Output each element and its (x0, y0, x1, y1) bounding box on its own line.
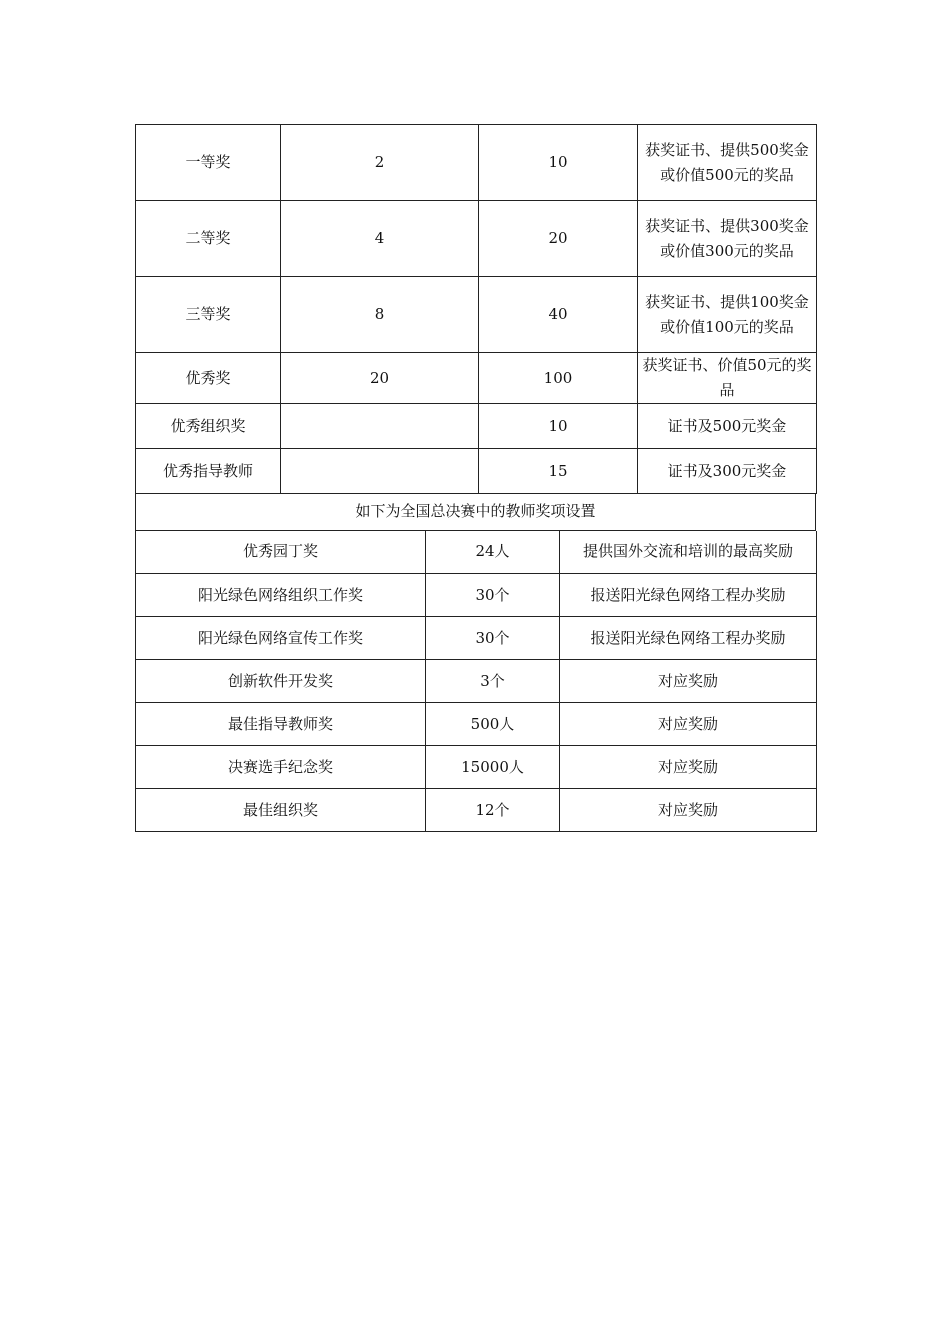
award-name-cell: 一等奖 (136, 125, 281, 201)
count-b-cell: 10 (479, 404, 638, 449)
table-row (136, 277, 817, 353)
teacher-award-name-cell: 优秀园丁奖 (136, 531, 426, 574)
reward-cell: 报送阳光绿色网络工程办奖励 (560, 617, 817, 660)
quota-cell: 15000人 (426, 746, 560, 789)
reward-cell: 提供国外交流和培训的最高奖励 (560, 531, 817, 574)
teacher-award-name-cell: 创新软件开发奖 (136, 660, 426, 703)
teacher-award-name-cell: 决赛选手纪念奖 (136, 746, 426, 789)
quota-cell: 3个 (426, 660, 560, 703)
prize-cell: 获奖证书、价值50元的奖品 (638, 353, 817, 404)
teacher-award-name-cell: 阳光绿色网络宣传工作奖 (136, 617, 426, 660)
award-name-cell: 优秀指导教师 (136, 449, 281, 494)
teacher-award-name-cell: 最佳指导教师奖 (136, 703, 426, 746)
teacher-award-name-cell: 阳光绿色网络组织工作奖 (136, 574, 426, 617)
count-a-cell: 20 (281, 353, 479, 404)
table-row (136, 789, 817, 832)
count-b-cell: 15 (479, 449, 638, 494)
table-row (136, 703, 817, 746)
reward-cell: 报送阳光绿色网络工程办奖励 (560, 574, 817, 617)
count-a-cell (281, 404, 479, 449)
count-b-cell: 10 (479, 125, 638, 201)
teacher-section-caption-table (135, 494, 816, 531)
reward-cell: 对应奖励 (560, 746, 817, 789)
count-a-cell: 2 (281, 125, 479, 201)
teacher-award-name-cell: 最佳组织奖 (136, 789, 426, 832)
award-table (135, 124, 817, 494)
quota-cell: 30个 (426, 617, 560, 660)
quota-cell: 12个 (426, 789, 560, 832)
award-name-cell: 优秀组织奖 (136, 404, 281, 449)
award-name-cell: 三等奖 (136, 277, 281, 353)
table-row (136, 201, 817, 277)
count-b-cell: 40 (479, 277, 638, 353)
quota-cell: 500人 (426, 703, 560, 746)
count-a-cell: 8 (281, 277, 479, 353)
table-row (136, 449, 817, 494)
reward-cell: 对应奖励 (560, 703, 817, 746)
table-row (136, 660, 817, 703)
table-row (136, 746, 817, 789)
quota-cell: 24人 (426, 531, 560, 574)
count-a-cell: 4 (281, 201, 479, 277)
document-page (135, 124, 816, 832)
count-b-cell: 100 (479, 353, 638, 404)
prize-cell: 获奖证书、提供100奖金或价值100元的奖品 (638, 277, 817, 353)
table-row (136, 125, 817, 201)
table-row (136, 494, 816, 530)
prize-cell: 证书及300元奖金 (638, 449, 817, 494)
table-row (136, 404, 817, 449)
prize-cell: 获奖证书、提供300奖金或价值300元的奖品 (638, 201, 817, 277)
table-row (136, 531, 817, 574)
award-name-cell: 优秀奖 (136, 353, 281, 404)
quota-cell: 30个 (426, 574, 560, 617)
teacher-award-table (135, 531, 817, 833)
table-row (136, 353, 817, 404)
award-name-cell: 二等奖 (136, 201, 281, 277)
count-a-cell (281, 449, 479, 494)
table-row (136, 617, 817, 660)
count-b-cell: 20 (479, 201, 638, 277)
section-caption: 如下为全国总决赛中的教师奖项设置 (136, 494, 816, 530)
prize-cell: 获奖证书、提供500奖金或价值500元的奖品 (638, 125, 817, 201)
table-row (136, 574, 817, 617)
reward-cell: 对应奖励 (560, 789, 817, 832)
reward-cell: 对应奖励 (560, 660, 817, 703)
prize-cell: 证书及500元奖金 (638, 404, 817, 449)
